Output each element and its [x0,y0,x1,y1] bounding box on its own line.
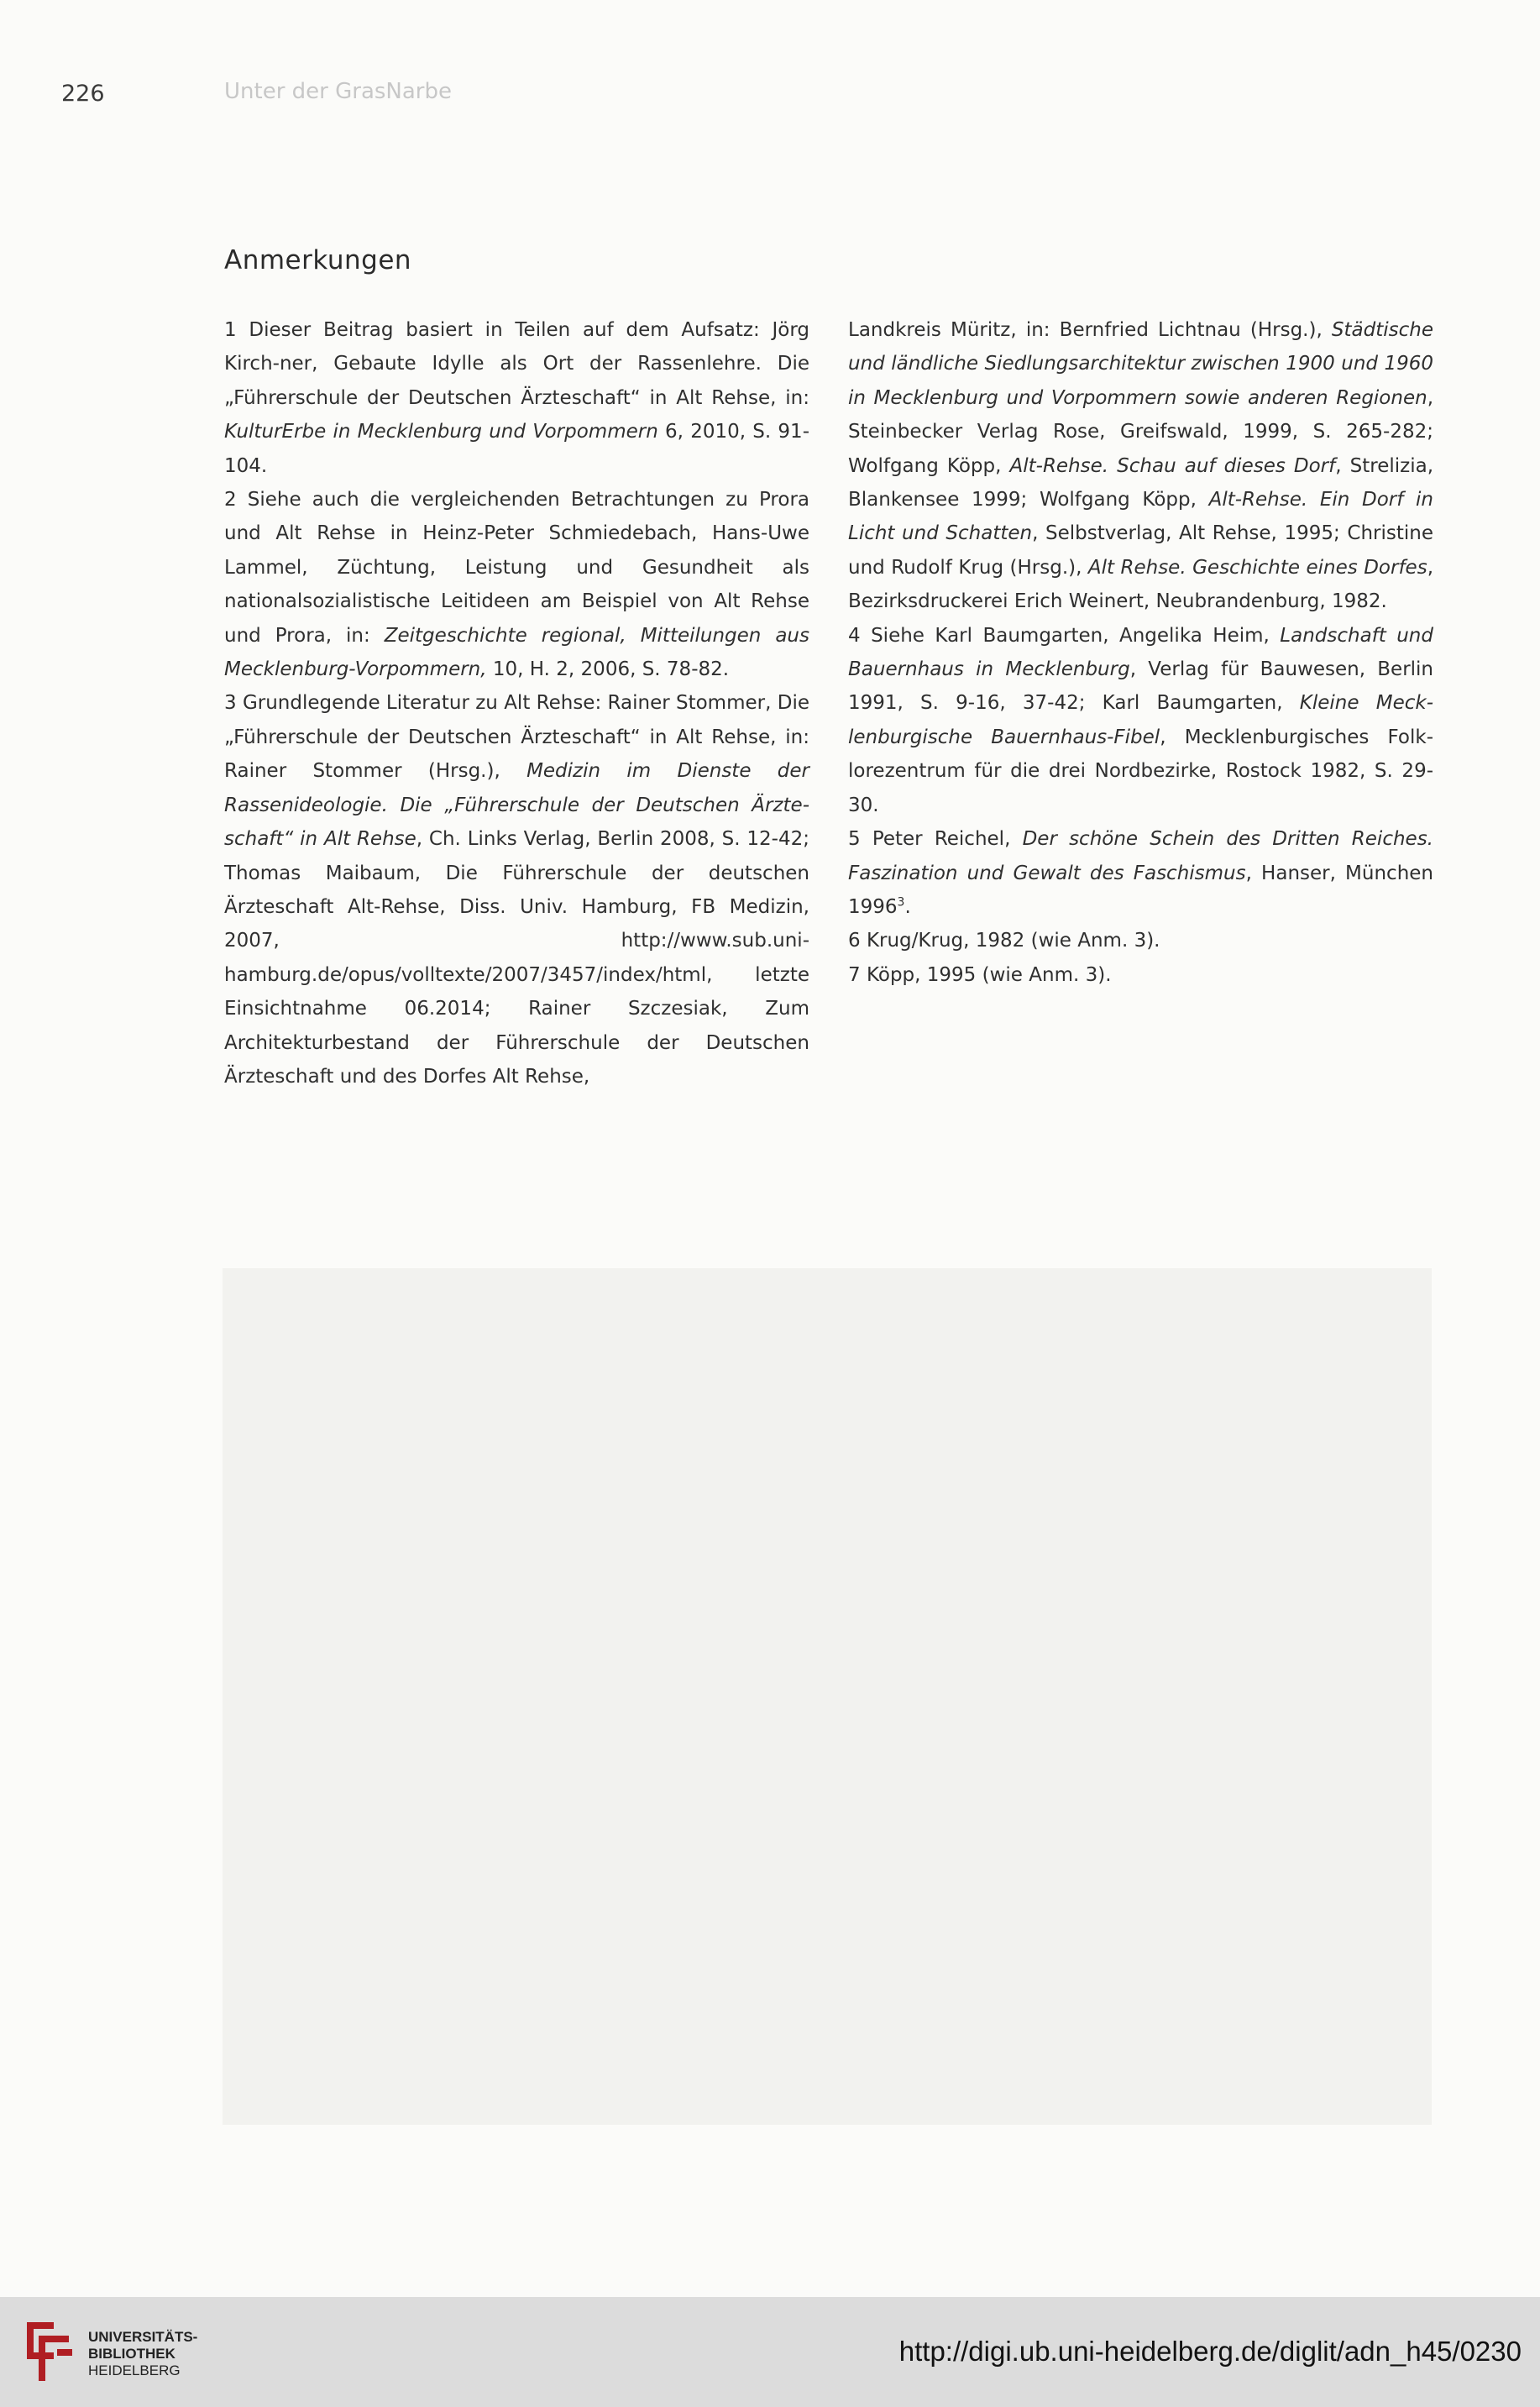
footnote-1: 1 Dieser Beitrag basiert in Teilen auf dem Aufsatz: Jörg Kirch-ner, Gebaute Idylle als Ort der Rassenlehre. Die „Führerschule der Deutschen Ärzteschaft“ in Alt Rehse, in: KulturErbe in Mecklenburg und Vorpommern 6, 2010, S. 91-104. [224,319,809,477]
show-through-background [223,1268,1432,2125]
footnote-5: 5 Peter Reichel, Der schöne Schein des Dritten Reiches. Faszination und Gewalt des Faschismus, Hanser, München 1996$^3$. [848,828,1433,918]
library-name [88,2329,197,2379]
footnote-7: 7 Köpp, 1995 (wie Anm. 3). [848,963,1112,986]
running-head: Unter der GrasNarbe [224,79,452,104]
library-name-line-1: UNIVERSITÄTS- [88,2329,198,2345]
notes-column-left [224,313,809,1093]
library-name-line-2: BIBLIOTHEK [88,2346,175,2362]
library-logo-icon [20,2314,79,2389]
section-title: Anmerkungen [224,245,412,275]
library-name-line-3: HEIDELBERG [88,2362,181,2378]
source-url-link[interactable]: http://digi.ub.uni-heidelberg.de/diglit/adn_h45/0230 [898,2336,1522,2367]
footnote-4: 4 Siehe Karl Baumgarten, Angelika Heim, Landschaft und Bauernhaus in Mecklenburg, Verlag für Bauwesen, Berlin 1991, S. 9-16, 37-42; Karl Baumgarten, Kleine Meck-lenburgische Bauernhaus-Fibel, Mecklenburgisches Folk-lorezentrum für die drei Nordbezirke, Rostock 1982, S. 29-30. [848,624,1434,816]
footnote-3: 3 Grundlegende Literatur zu Alt Rehse: Rainer Stommer, Die „Führerschule der Deutschen Ärzteschaft“ in Alt Rehse, in: Rainer Stommer (Hrsg.), Medizin im Dienste der Rassenideologie. Die „Führerschule der Deutschen Ärzte-schaft“ in Alt Rehse, Ch. Links Verlag, Berlin 2008, S. 12-42; Thomas Maibaum, Die Führerschule der deutschen Ärzteschaft Alt-Rehse, Diss. Univ. Hamburg, FB Medizin, 2007, http://www.sub.uni-hamburg.de/opus/volltexte/2007/3457/index/html, letzte Einsichtnahme 06.2014; Rainer Szczesiak, Zum Architekturbestand der Führerschule der Deutschen Ärzteschaft und des Dorfes Alt Rehse, [224,692,809,1088]
library-footer [0,2297,1540,2407]
page-number: 226 [61,81,105,107]
footnote-3-continued: Landkreis Müritz, in: Bernfried Lichtnau (Hrsg.), Städtische und ländliche Siedlungsarchitektur zwischen 1900 und 1960 in Mecklenburg und Vorpommern sowie anderen Regionen, Steinbecker Verlag Rose, Greifswald, 1999, S. 265-282; Wolfgang Köpp, Alt-Rehse. Schau auf dieses Dorf, Strelizia, Blankensee 1999; Wolfgang Köpp, Alt-Rehse. Ein Dorf in Licht und Schatten, Selbstverlag, Alt Rehse, 1995; Christine und Rudolf Krug (Hrsg.), Alt Rehse. Geschichte eines Dorfes, Bezirksdruckerei Erich Weinert, Neubrandenburg, 1982. [848,319,1434,613]
footnote-2: 2 Siehe auch die vergleichenden Betrachtungen zu Prora und Alt Rehse in Heinz-Peter Schmiedebach, Hans-Uwe Lammel, Züchtung, Leistung und Gesundheit als nationalsozialistische Leitideen am Beispiel von Alt Rehse und Prora, in: Zeitgeschichte regional, Mitteilungen aus Mecklenburg-Vorpommern, 10, H. 2, 2006, S. 78-82. [224,489,809,681]
footnote-6: 6 Krug/Krug, 1982 (wie Anm. 3). [848,930,1160,952]
notes-column-right [848,313,1433,992]
